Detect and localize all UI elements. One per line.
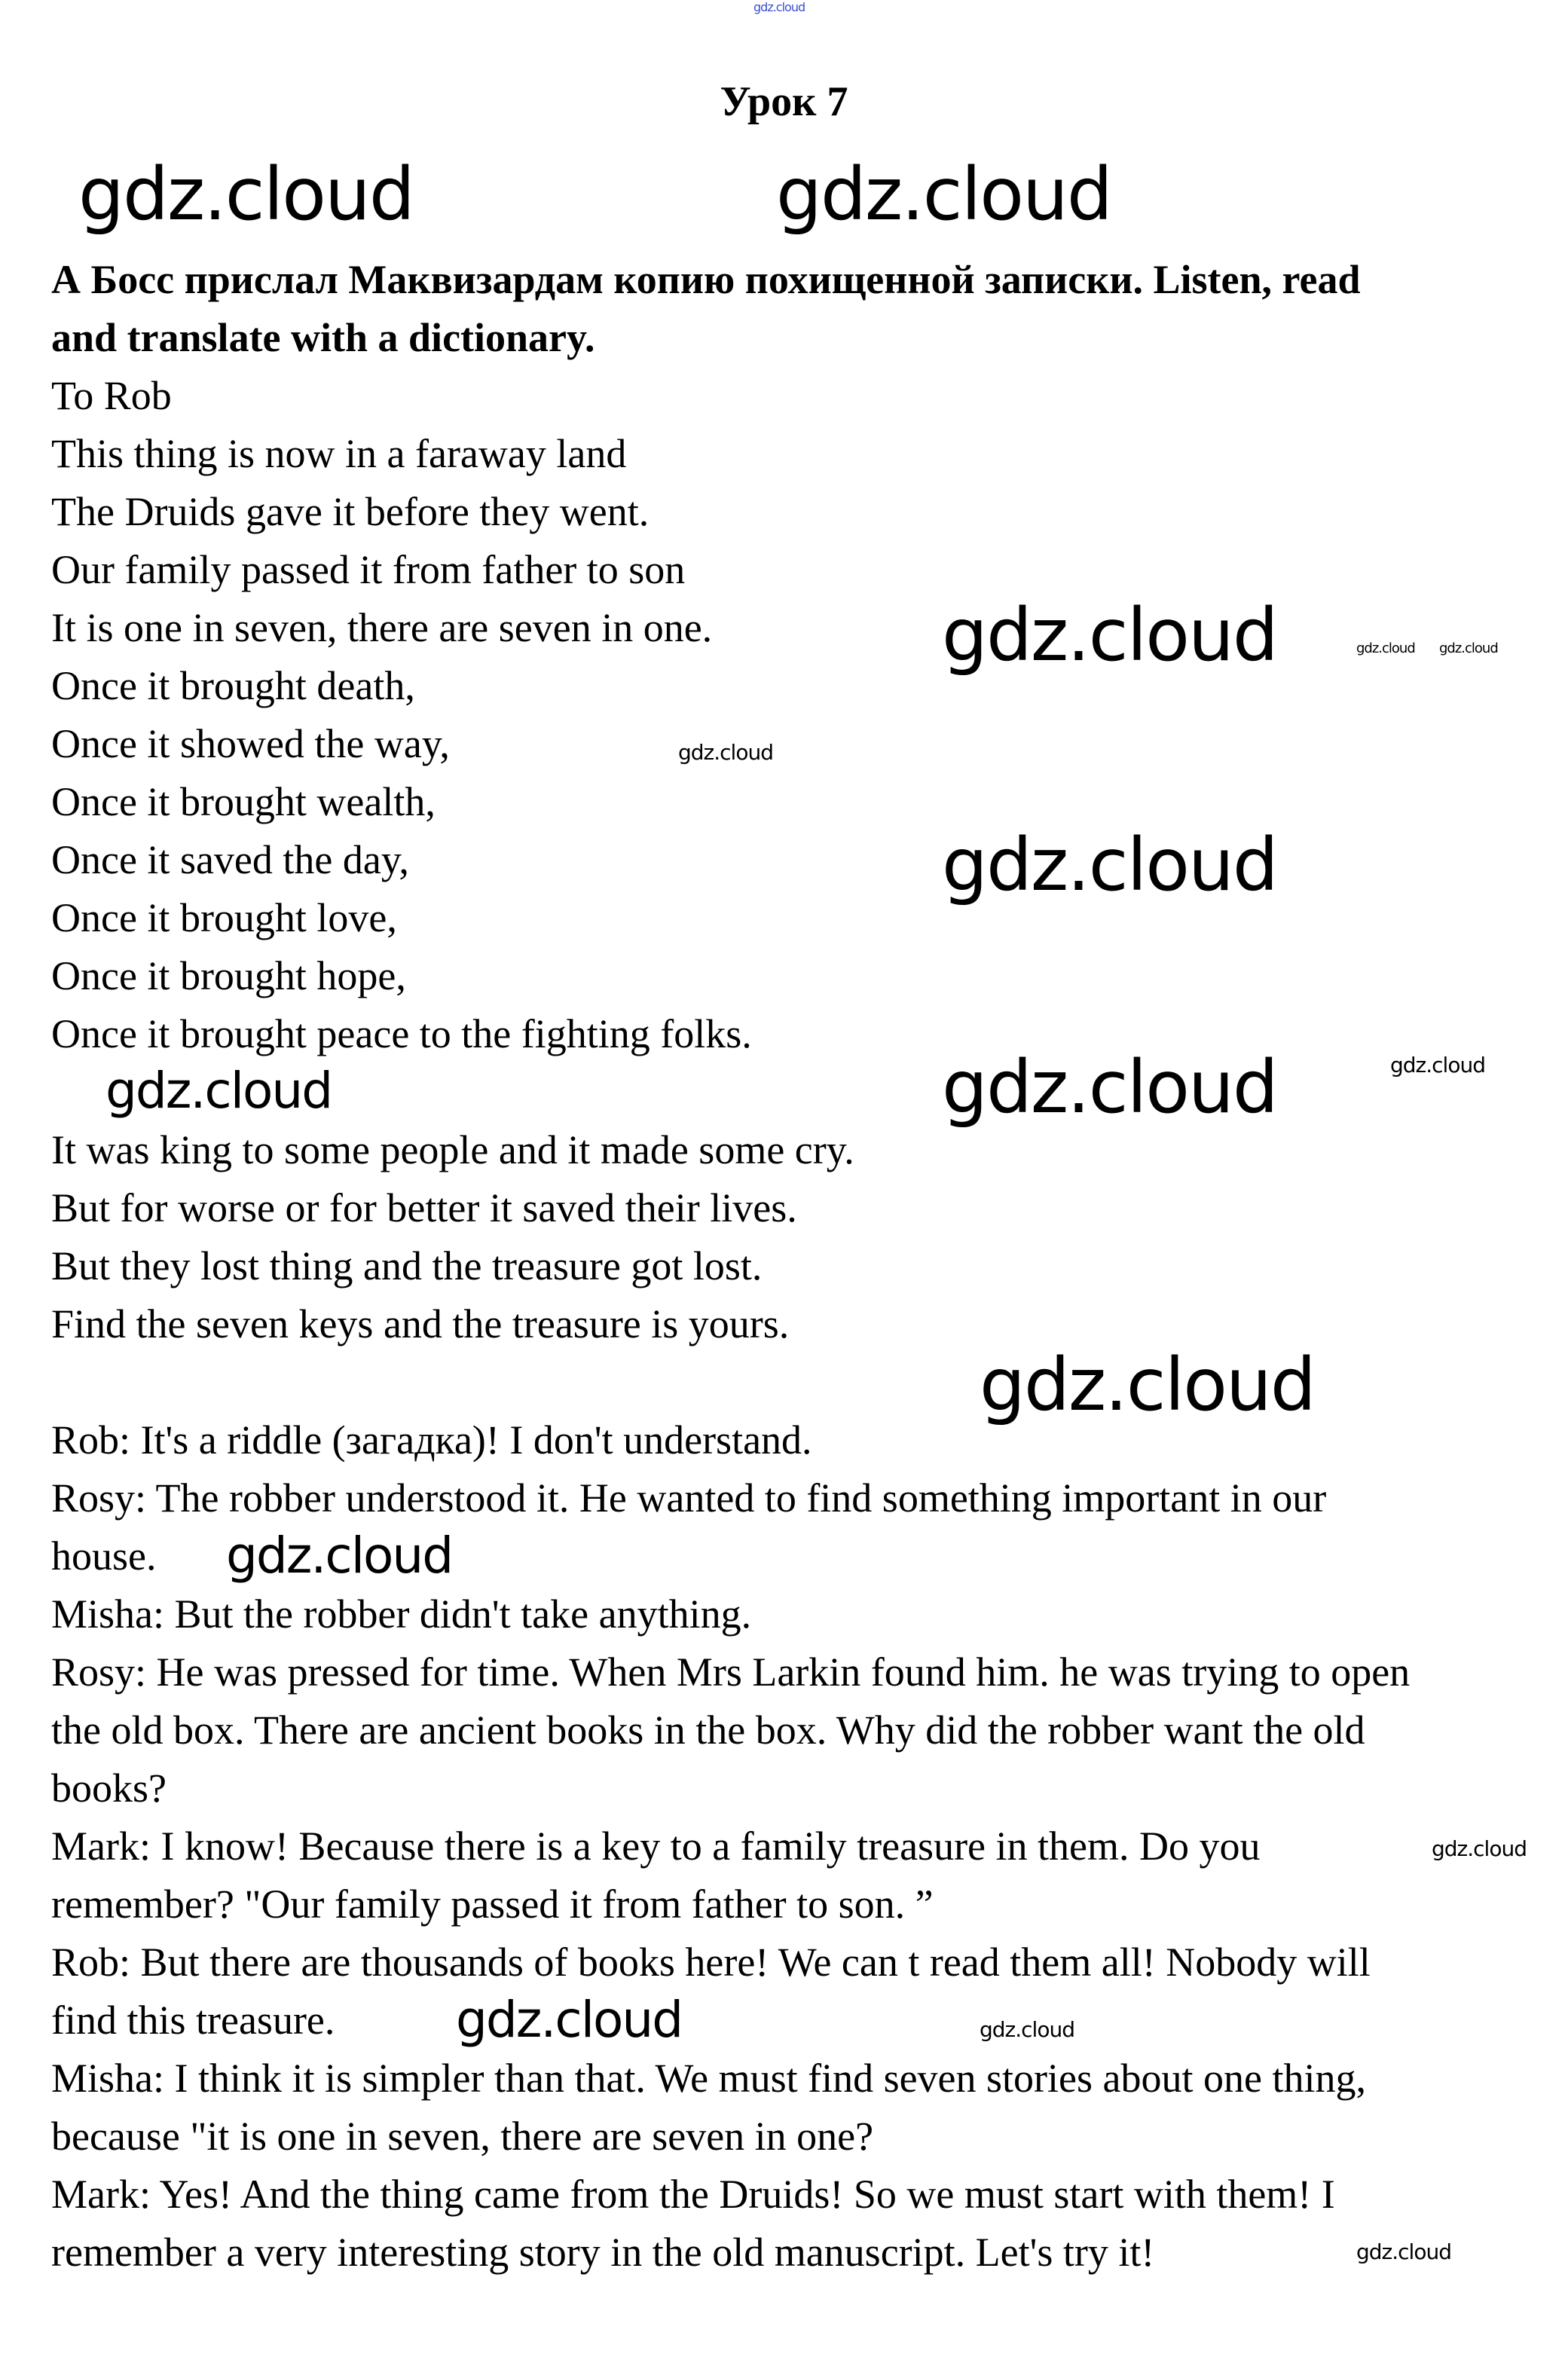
dialogue-line: because "it is one in seven, there are seven in one? bbox=[51, 2114, 874, 2159]
dialogue-line: Rosy: The robber understood it. He wanted to find something important in our bbox=[51, 1475, 1327, 1521]
watermark: gdz.cloud bbox=[1356, 640, 1415, 656]
watermark: gdz.cloud bbox=[1356, 2239, 1451, 2264]
watermark: gdz.cloud bbox=[942, 823, 1277, 907]
task-heading-line: and translate with a dictionary. bbox=[51, 315, 595, 360]
text-line: Once it brought wealth, bbox=[51, 779, 436, 824]
text-line: Once it saved the day, bbox=[51, 837, 409, 882]
watermark: gdz.cloud bbox=[753, 0, 805, 14]
text-line: But for worse or for better it saved their lives. bbox=[51, 1185, 797, 1230]
page-title: Урок 7 bbox=[720, 78, 848, 125]
dialogue-line: books? bbox=[51, 1765, 167, 1811]
watermark: gdz.cloud bbox=[1432, 1836, 1527, 1861]
text-line: But they lost thing and the treasure got lost. bbox=[51, 1243, 763, 1288]
text-line: It is one in seven, there are seven in one. bbox=[51, 605, 713, 650]
dialogue-line: Mark: I know! Because there is a key to a family treasure in them. Do you bbox=[51, 1823, 1261, 1869]
dialogue-line: remember a very interesting story in the old manuscript. Let's try it! bbox=[51, 2230, 1155, 2275]
text-line: Once it brought love, bbox=[51, 895, 397, 940]
text-line: The Druids gave it before they went. bbox=[51, 489, 650, 534]
text-line: Once it brought peace to the fighting folks. bbox=[51, 1011, 752, 1056]
watermark: gdz.cloud bbox=[678, 740, 773, 765]
text-line: To Rob bbox=[51, 373, 172, 418]
blank-line bbox=[51, 1353, 1551, 1411]
watermark: gdz.cloud bbox=[942, 1045, 1277, 1130]
dialogue-line: Misha: But the robber didn't take anything. bbox=[51, 1591, 752, 1637]
watermark: gdz.cloud bbox=[980, 1343, 1315, 1427]
dialogue-line: Rob: But there are thousands of books here! We can t read them all! Nobody will bbox=[51, 1940, 1371, 1985]
task-heading-line: А Босс прислал Маквизардам копию похищенной записки. Listen, read bbox=[51, 257, 1361, 302]
watermark: gdz.cloud bbox=[980, 2017, 1074, 2042]
dialogue-line: house. bbox=[51, 1533, 157, 1579]
text-line: Once it showed the way, bbox=[51, 721, 450, 766]
watermark: gdz.cloud bbox=[1439, 640, 1498, 656]
dialogue-line: find this treasure. bbox=[51, 1998, 335, 2043]
text-line: Once it brought death, bbox=[51, 663, 415, 708]
watermark: gdz.cloud bbox=[78, 152, 414, 237]
dialogue-line: Misha: I think it is simpler than that. We must find seven stories about one thing, bbox=[51, 2056, 1366, 2101]
watermark: gdz.cloud bbox=[456, 1991, 683, 2049]
watermark: gdz.cloud bbox=[1390, 1053, 1485, 1078]
text-line: Once it brought hope, bbox=[51, 953, 406, 998]
dialogue-line: remember? "Our family passed it from father to son. ” bbox=[51, 1881, 934, 1927]
text-line: Our family passed it from father to son bbox=[51, 547, 686, 592]
document-body bbox=[51, 251, 1551, 2282]
watermark: gdz.cloud bbox=[105, 1062, 332, 1120]
dialogue-line: the old box. There are ancient books in the box. Why did the robber want the old bbox=[51, 1707, 1365, 1753]
watermark: gdz.cloud bbox=[226, 1527, 453, 1585]
watermark: gdz.cloud bbox=[942, 593, 1277, 677]
watermark: gdz.cloud bbox=[776, 152, 1111, 237]
dialogue-line: Mark: Yes! And the thing came from the Druids! So we must start with them! I bbox=[51, 2172, 1335, 2217]
dialogue-line: Rosy: He was pressed for time. When Mrs Larkin found him. he was trying to open bbox=[51, 1649, 1411, 1695]
dialogue-line: Rob: It's a riddle (загадка)! I don't understand. bbox=[51, 1417, 812, 1463]
text-line: Find the seven keys and the treasure is yours. bbox=[51, 1301, 790, 1347]
text-line: This thing is now in a faraway land bbox=[51, 431, 627, 476]
text-line: It was king to some people and it made some cry. bbox=[51, 1127, 854, 1172]
